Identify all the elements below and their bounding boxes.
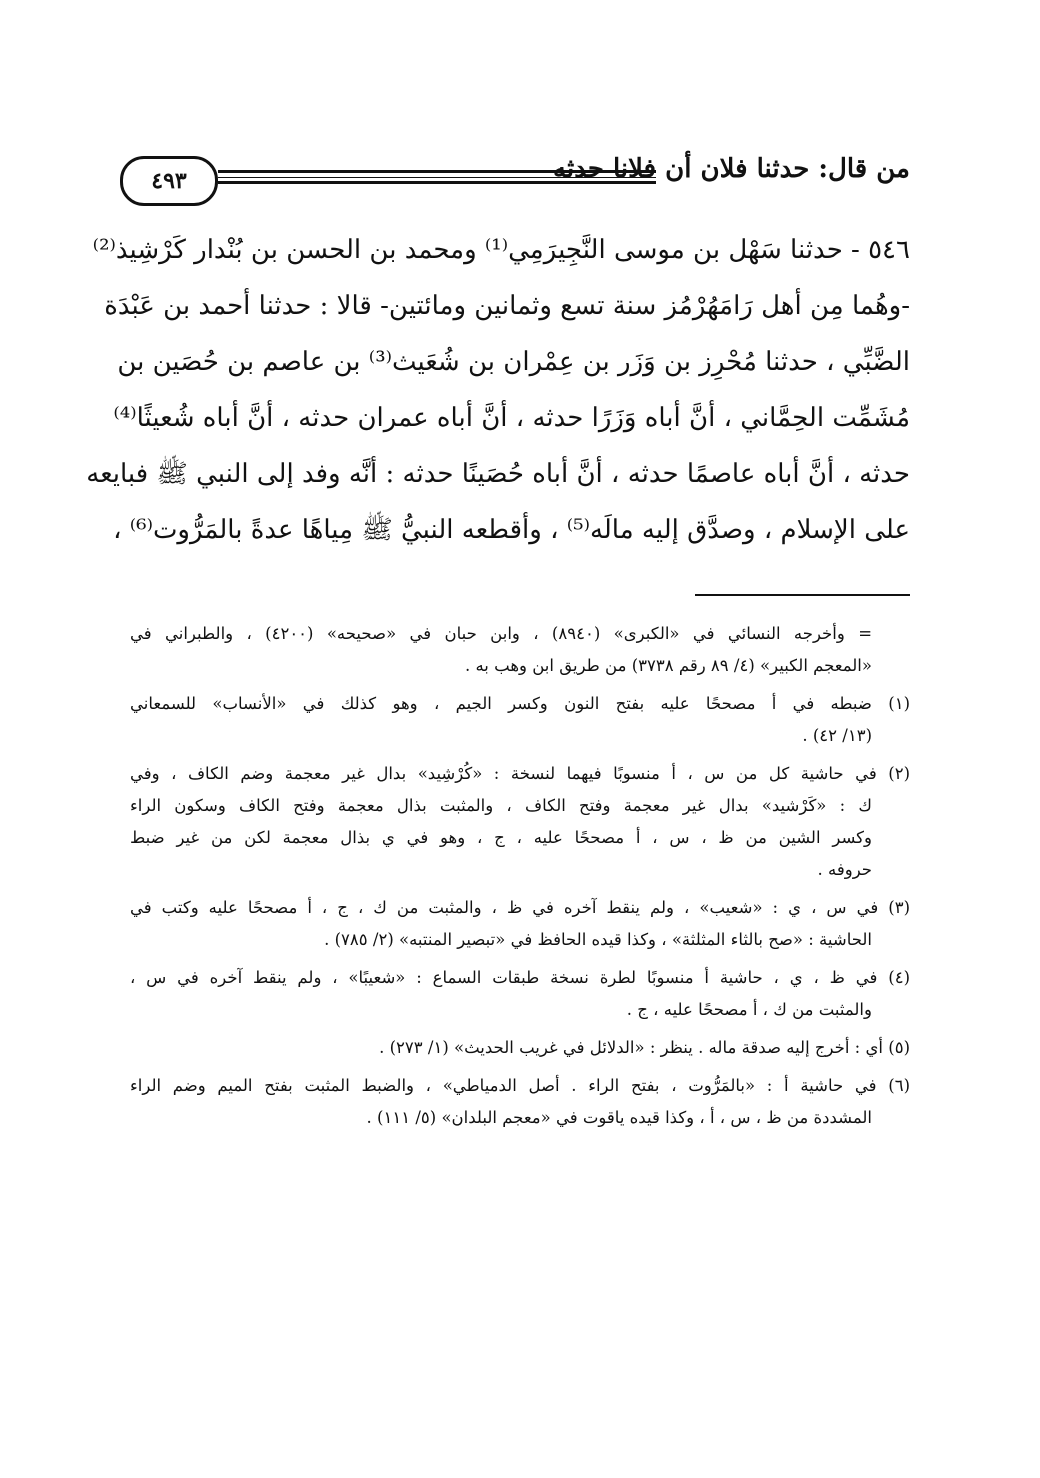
footnote-label: (١) bbox=[888, 694, 910, 713]
footnote-continuation bbox=[130, 618, 910, 682]
footnote-line: (٦) في حاشية أ : «بالمَرُّوت ، بفتح الراء . أصل الدمياطي» ، والضبط المثبت بفتح الميم وضم الراء bbox=[130, 1076, 910, 1095]
text-line: -وهُما مِن أهل رَامَهُرْمُز سنة تسع وثمانين ومائتين- قالا : حدثنا أحمد بن عَبْدَة bbox=[104, 291, 910, 321]
footnote-label: (٥) bbox=[888, 1038, 910, 1057]
footnote-line: (١٣/ ٤٢) . bbox=[802, 726, 872, 745]
footnote-2 bbox=[130, 758, 910, 886]
running-title: من قال: حدثنا فلان أن فلانا حدثه bbox=[553, 154, 910, 184]
footnote-line: «المعجم الكبير» (٤/ ٨٩ رقم ٣٧٣٨) من طريق ابن وهب به . bbox=[464, 656, 872, 675]
text-line: حدثه ، أنَّ أباه عاصمًا حدثه ، أنَّ أباه حُصَينًا حدثه : أنَّه وفد إلى النبي ﷺ فبايعه bbox=[86, 459, 910, 489]
footnote-line: المشددة من ظ ، س ، أ ، وكذا قيده ياقوت في «معجم البلدان» (٥/ ١١١) . bbox=[366, 1108, 872, 1127]
footnote-line: حروفه . bbox=[817, 860, 872, 879]
footnote-label: (٤) bbox=[888, 968, 910, 987]
footnote-label: (٢) bbox=[888, 764, 910, 783]
footnote-line: الحاشية : «صح بالثاء المثلثة» ، وكذا قيده الحافظ في «تبصير المنتبه» (٢/ ٧٨٥) . bbox=[324, 930, 872, 949]
hadith-text bbox=[86, 222, 910, 558]
footnote-line: ك : «كَرْشيد» بدال غير معجمة وفتح الكاف ، والمثبت بذال معجمة وفتح الكاف وسكون الراء bbox=[130, 796, 872, 815]
footnote-line: (١) ضبطه في أ مصححًا عليه بفتح النون وكسر الجيم ، وهو كذلك في «الأنساب» للسمعاني bbox=[130, 694, 910, 713]
footnote-line: (٤) في ظ ، ي ، حاشية أ منسوبًا لطرة نسخة طبقات السماع : «شعيبًا» ، ولم ينقط آخره في س ، bbox=[130, 968, 910, 987]
footnote-5 bbox=[130, 1032, 910, 1064]
footnote-line: وكسر الشين من ظ ، س ، أ مصححًا عليه ، ج ، وهو في ي بذال معجمة لكن من غير ضبط bbox=[130, 828, 872, 847]
footnote-label: (٣) bbox=[888, 898, 910, 917]
footnote-line: والمثبت من ك ، أ مصححًا عليه ، ج . bbox=[626, 1000, 872, 1019]
footnote-line: (٢) في حاشية كل من س ، أ منسوبًا فيهما لنسخة : «كُرْشِيد» بدال غير معجمة وضم الكاف ، وفي bbox=[130, 764, 910, 783]
text-line: ٥٤٦ - حدثنا سَهْل بن موسى النَّجِيرَمِي⁽¹⁾ ومحمد بن الحسن بن بُنْدار كَرْشِيذ⁽²⁾ bbox=[92, 235, 910, 265]
page-header bbox=[120, 152, 910, 208]
text-line: على الإسلام ، وصدَّق إليه مالَه⁽⁵⁾ ، وأقطعه النبيُّ ﷺ مِياهًا عدةً بالمَرُّوت⁽⁶⁾ ، bbox=[113, 515, 910, 545]
footnote-label: = bbox=[858, 624, 873, 643]
footnote-1 bbox=[130, 688, 910, 752]
page-number: ٤٩٣ bbox=[120, 156, 218, 206]
footnote-line: = وأخرجه النسائي في «الكبرى» (٨٩٤٠) ، وابن حبان في «صحيحه» (٤٢٠٠) ، والطبراني في bbox=[130, 624, 873, 643]
text-line: مُشَمِّت الحِمَّاني ، أنَّ أباه وَزَرًا حدثه ، أنَّ أباه عمران حدثه ، أنَّ أباه شُعيثًا⁽⁴⁾ bbox=[113, 403, 910, 433]
footnote-3 bbox=[130, 892, 910, 956]
footnote-line: (٥) أي : أخرج إليه صدقة ماله . ينظر : «الدلائل في غريب الحديث» (١/ ٢٧٣) . bbox=[379, 1038, 910, 1057]
text-line: الضَّبِّي ، حدثنا مُحْرِز بن وَزَر بن عِمْران بن شُعَيث⁽³⁾ بن عاصم بن حُصَين بن bbox=[117, 347, 910, 377]
footnote-6 bbox=[130, 1070, 910, 1134]
footnote-label: (٦) bbox=[888, 1076, 910, 1095]
footnote-line: (٣) في س ، ي : «شعيب» ، ولم ينقط آخره في ظ ، والمثبت من ك ، ج ، أ مصححًا عليه وكتب في bbox=[130, 898, 910, 917]
footnotes bbox=[130, 618, 910, 1140]
footnote-separator bbox=[695, 594, 910, 596]
footnote-4 bbox=[130, 962, 910, 1026]
